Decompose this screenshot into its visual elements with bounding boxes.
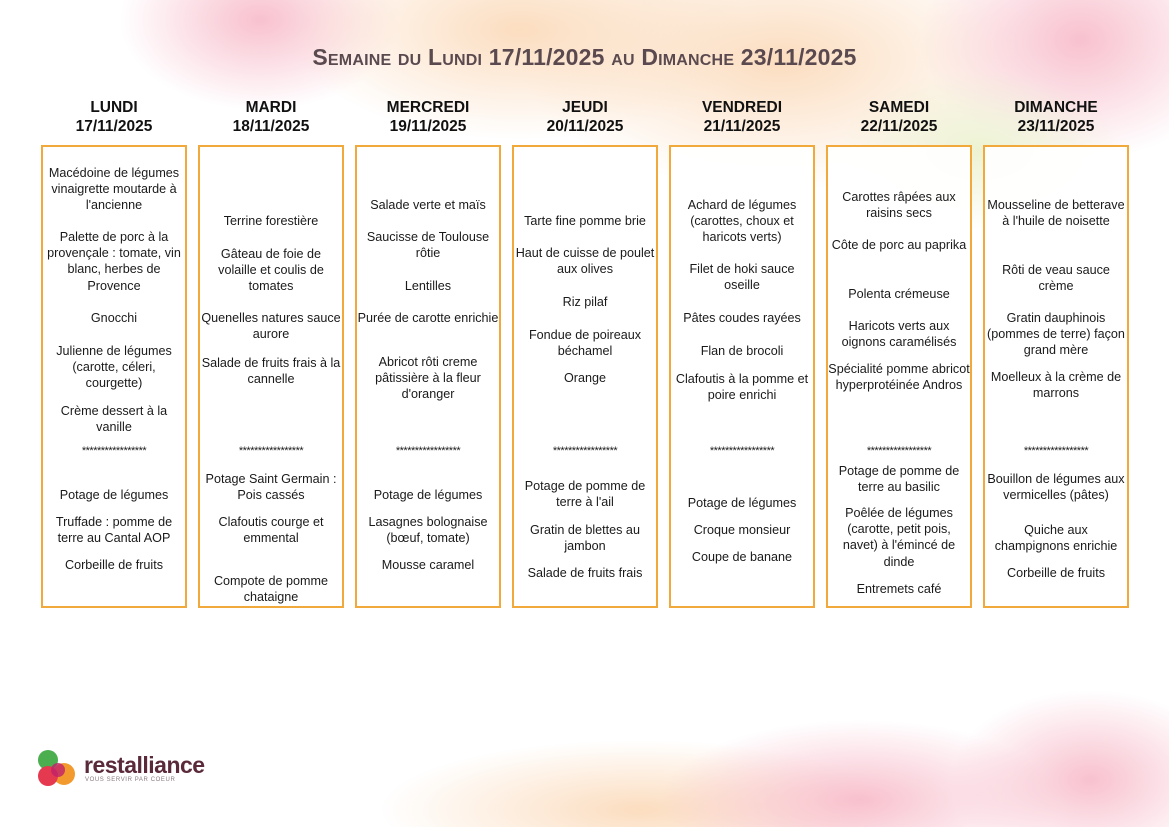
lunch-dish: Gnocchi <box>90 311 138 325</box>
lunch-dish: Salade verte et maïs <box>370 198 486 212</box>
day-date: 22/11/2025 <box>860 118 938 135</box>
dinner-dish: Croque monsieur <box>693 523 791 537</box>
lunch-dish: Rôti de veau sauce crème <box>1002 263 1110 294</box>
dinner-dish: Mousse caramel <box>381 558 475 572</box>
day-header <box>861 98 938 142</box>
dinner-dish: Gratin de blettes au jambon <box>530 523 640 554</box>
lunch-dish: Saucisse de Toulouse rôtie <box>366 230 490 261</box>
lunch-dish: Terrine forestière <box>223 214 319 228</box>
dinner-dish: Potage de légumes <box>373 488 483 502</box>
lunch-dish: Pâtes coudes rayées <box>683 311 801 325</box>
lunch-dish: Moelleux à la crème de marrons <box>990 370 1122 401</box>
day-column-5 <box>826 98 972 608</box>
lunch-dish: Gâteau de foie de volaille et coulis de tomates <box>218 247 324 294</box>
lunch-dish: Macédoine de légumes vinaigrette moutarde à l'ancienne <box>48 166 180 213</box>
page-title: Semaine du Lundi 17/11/2025 au Dimanche 23/11/2025 <box>312 44 857 70</box>
lunch-dish: Flan de brocoli <box>700 344 784 358</box>
meal-separator: ***************** <box>709 445 775 457</box>
lunch-dish: Abricot rôti creme pâtissière à la fleur d'oranger <box>375 355 481 402</box>
day-header <box>702 98 782 142</box>
lunch-dish: Haut de cuisse de poulet aux olives <box>515 246 655 277</box>
lunch-dish: Achard de légumes (carottes, choux et haricots verts) <box>687 198 797 245</box>
day-date: 18/11/2025 <box>232 118 310 135</box>
dinner-dish: Truffade : pomme de terre au Cantal AOP <box>55 515 173 546</box>
menu-box <box>41 145 187 608</box>
brand-tagline: VOUS SERVIR PAR COEUR <box>85 777 176 783</box>
day-header <box>233 98 310 142</box>
week-menu <box>41 98 1129 608</box>
day-name: JEUDI <box>562 99 608 116</box>
lunch-dish: Spécialité pomme abricot hyperprotéinée Andros <box>828 362 970 393</box>
day-name: SAMEDI <box>868 99 930 116</box>
lunch-dish: Filet de hoki sauce oseille <box>689 262 795 293</box>
dinner-dish: Lasagnes bolognaise (bœuf, tomate) <box>368 515 488 546</box>
day-name: MERCREDI <box>386 99 470 116</box>
lunch-dish: Fondue de poireaux béchamel <box>528 328 642 359</box>
day-column-1 <box>198 98 344 608</box>
dinner-dish: Potage de légumes <box>59 488 169 502</box>
meal-separator: ***************** <box>81 445 147 457</box>
day-header <box>76 98 153 142</box>
day-column-6 <box>983 98 1129 608</box>
dinner-dish: Compote de pomme chataigne <box>213 574 329 605</box>
dinner-dish: Potage Saint Germain : Pois cassés <box>205 472 337 503</box>
day-header <box>547 98 624 142</box>
menu-box <box>198 145 344 608</box>
lunch-dish: Salade de fruits frais à la cannelle <box>201 356 341 387</box>
dinner-dish: Quiche aux champignons enrichie <box>994 523 1118 554</box>
meal-separator: ***************** <box>238 445 304 457</box>
menu-box <box>983 145 1129 608</box>
day-date: 19/11/2025 <box>389 118 467 135</box>
lunch-dish: Haricots verts aux oignons caramélisés <box>841 319 957 350</box>
dinner-dish: Potage de légumes <box>687 496 797 510</box>
lunch-dish: Riz pilaf <box>562 295 608 309</box>
day-date: 21/11/2025 <box>703 118 781 135</box>
lunch-dish: Lentilles <box>404 279 452 293</box>
lunch-dish: Polenta crémeuse <box>848 287 950 301</box>
meal-separator: ***************** <box>1023 445 1089 457</box>
dinner-dish: Poêlée de légumes (carotte, petit pois, navet) à l'émincé de dinde <box>842 506 956 569</box>
restalliance-logo-icon <box>36 748 76 788</box>
day-name: MARDI <box>245 99 297 116</box>
day-column-0 <box>41 98 187 608</box>
dinner-dish: Potage de pomme de terre au basilic <box>838 464 960 495</box>
lunch-dish: Côte de porc au paprika <box>831 238 967 252</box>
lunch-dish: Julienne de légumes (carotte, céleri, courgette) <box>56 344 172 391</box>
menu-box <box>512 145 658 608</box>
lunch-dish: Palette de porc à la provençale : tomate, vin blanc, herbes de Provence <box>47 230 181 293</box>
menu-box <box>826 145 972 608</box>
dinner-dish: Salade de fruits frais <box>527 566 643 580</box>
lunch-dish: Carottes râpées aux raisins secs <box>842 190 956 221</box>
day-header <box>387 98 470 142</box>
meal-separator: ***************** <box>552 445 618 457</box>
dinner-dish: Corbeille de fruits <box>65 558 163 572</box>
logo <box>36 748 205 788</box>
lunch-dish: Clafoutis à la pomme et poire enrichi <box>675 372 809 403</box>
day-date: 20/11/2025 <box>546 118 624 135</box>
day-date: 23/11/2025 <box>1017 118 1095 135</box>
day-column-3 <box>512 98 658 608</box>
menu-box <box>355 145 501 608</box>
dinner-dish: Potage de pomme de terre à l'ail <box>524 479 646 510</box>
day-column-4 <box>669 98 815 608</box>
meal-separator: ***************** <box>395 445 461 457</box>
meal-separator: ***************** <box>866 445 932 457</box>
day-name: DIMANCHE <box>1014 99 1098 116</box>
day-column-2 <box>355 98 501 608</box>
dinner-dish: Coupe de banane <box>691 550 793 564</box>
day-name: VENDREDI <box>701 99 783 116</box>
dinner-dish: Corbeille de fruits <box>1007 566 1105 580</box>
dinner-dish: Clafoutis courge et emmental <box>218 515 324 546</box>
lunch-dish: Purée de carotte enrichie <box>357 311 499 325</box>
lunch-dish: Tarte fine pomme brie <box>524 214 646 228</box>
day-header <box>1014 98 1098 142</box>
menu-box <box>669 145 815 608</box>
lunch-dish: Orange <box>563 371 606 385</box>
dinner-dish: Entremets café <box>856 582 942 596</box>
lunch-dish: Mousseline de betterave à l'huile de noisette <box>987 198 1125 229</box>
dinner-dish: Bouillon de légumes aux vermicelles (pâtes) <box>987 472 1125 503</box>
day-name: LUNDI <box>90 99 138 116</box>
lunch-dish: Crème dessert à la vanille <box>60 404 168 435</box>
day-date: 17/11/2025 <box>75 118 153 135</box>
lunch-dish: Quenelles natures sauce aurore <box>201 311 341 342</box>
brand-name: restalliance <box>84 752 205 778</box>
lunch-dish: Gratin dauphinois (pommes de terre) façon grand mère <box>987 311 1125 358</box>
